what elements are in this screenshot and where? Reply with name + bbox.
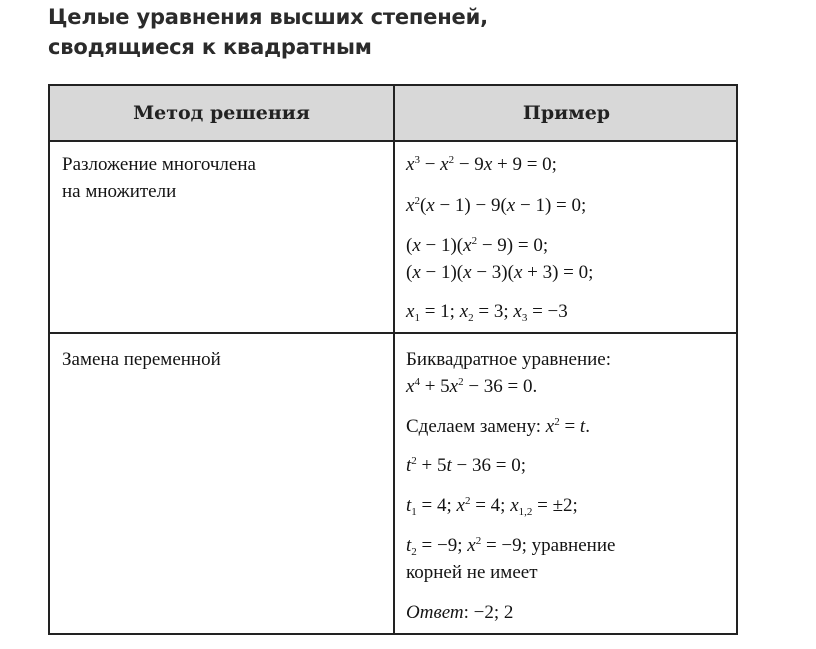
- example-2-line-4: $t^2 + 5t - 36 = 0$;: [406, 455, 526, 476]
- methods-table: [48, 84, 738, 635]
- title-line-2: сводящиеся к квадратным: [48, 35, 372, 59]
- example-1-line-2: $x^2(x - 1) - 9(x - 1) = 0$;: [406, 195, 587, 216]
- example-1-line-1: $x^3 - x^2 - 9x + 9 = 0$;: [406, 154, 557, 175]
- example-2-line-8: Ответ: −2; 2: [406, 602, 514, 623]
- example-2-line-6: $t_2 = -9$; $x^2 = -9$; уравнение: [406, 535, 616, 558]
- example-1-line-3: $(x - 1)(x^2 - 9) = 0$;: [406, 235, 549, 256]
- example-1-line-5: $x_1 = 1$; $x_2 = 3$; $x_3 = -3$: [406, 301, 568, 324]
- page-title: [48, 2, 748, 62]
- example-2-line-2: $x^4 + 5x^2 - 36 = 0$.: [406, 376, 538, 397]
- method-factorization-line-2: на множители: [62, 181, 177, 202]
- method-factorization-line-1: Разложение многочлена: [62, 154, 256, 175]
- title-line-1: Целые уравнения высших степеней,: [48, 5, 488, 29]
- example-2-line-7: корней не имеет: [406, 562, 538, 583]
- example-2-line-5: $t_1 = 4$; $x^2 = 4$; $x_{1,2} = \pm 2$;: [406, 495, 578, 518]
- column-divider: [393, 86, 395, 633]
- example-2-line-1: Биквадратное уравнение:: [406, 349, 612, 370]
- header-method: Метод решения: [133, 102, 310, 124]
- header-example: Пример: [522, 102, 611, 124]
- row-divider: [50, 332, 736, 334]
- method-substitution: Замена переменной: [62, 349, 221, 370]
- example-2-line-3: Сделаем замену: $x^2 = t$.: [406, 416, 590, 437]
- example-1-line-4: (x − 1)(x − 3)(x + 3) = 0;: [406, 262, 594, 283]
